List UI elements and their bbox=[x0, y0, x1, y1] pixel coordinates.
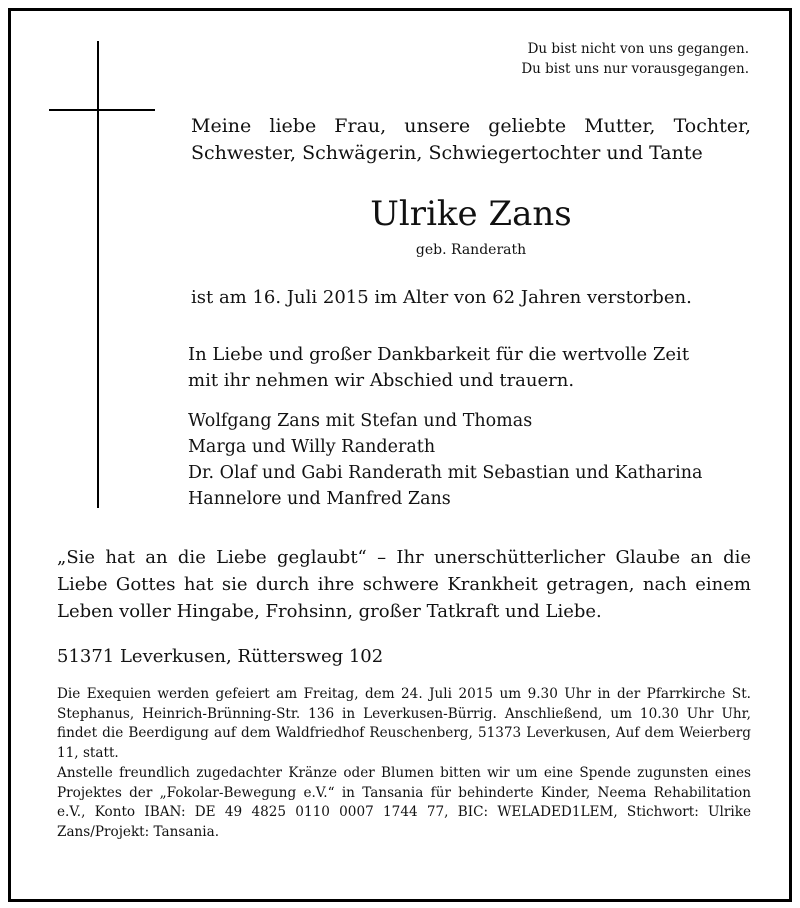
mourner-item: Hannelore und Manfred Zans bbox=[188, 489, 451, 509]
mourner-item: Marga und Willy Randerath bbox=[188, 437, 436, 457]
obituary-notice bbox=[8, 8, 792, 902]
mourners-list bbox=[188, 408, 753, 512]
farewell-line-1: In Liebe und großer Dankbarkeit für die wertvolle Zeit bbox=[188, 344, 690, 365]
mourner-item: Wolfgang Zans mit Stefan und Thomas bbox=[188, 411, 533, 431]
intro-text: Meine liebe Frau, unsere geliebte Mutter, Tochter, Schwester, Schwägerin, Schwiegertochter und Tante bbox=[191, 115, 751, 164]
birth-name: geb. Randerath bbox=[415, 242, 527, 258]
cross-icon-horizontal-bar bbox=[49, 109, 155, 111]
donation-paragraph: Anstelle freundlich zugedachter Kränze oder Blumen bitten wir um eine Spende zugunsten eines Projektes der „Fokolar-Bewegung e.V.“ in Tansania für behinderte Kinder, Neema Rehabilitation e.V., Konto IBAN: DE 49 4825 0110 0007 1744 77, BIC: WELADED1LEM, Stichwort: Ulrike Zans/Projekt: Tansania. bbox=[57, 764, 751, 840]
death-statement: ist am 16. Juli 2015 im Alter von 62 Jahren verstorben. bbox=[191, 287, 692, 308]
cross-icon-vertical-bar bbox=[97, 41, 99, 508]
quote-text: „Sie hat an die Liebe geglaubt“ – Ihr unerschütterlicher Glaube an die Liebe Gottes hat sie durch ihre schwere Krankheit getragen, nach einem Leben voller Hingabe, Frohsinn, großer Tatkraft und Liebe. bbox=[57, 547, 751, 622]
funeral-service-paragraph: Die Exequien werden gefeiert am Freitag, dem 24. Juli 2015 um 9.30 Uhr in der Pfarrkirche St. Stephanus, Heinrich-Brünning-Str. 136 in Leverkusen-Bürrig. Anschließend, um 10.30 Uhr Uhr, findet die Beerdigung auf dem Waldfriedhof Reuschenberg, 51373 Leverkusen, Auf dem Weierberg 11, statt. bbox=[57, 686, 751, 762]
address: 51371 Leverkusen, Rüttersweg 102 bbox=[57, 646, 384, 667]
farewell-line-2: mit ihr nehmen wir Abschied und trauern. bbox=[188, 370, 575, 391]
mourner-item: Dr. Olaf und Gabi Randerath mit Sebastian und Katharina bbox=[188, 463, 703, 483]
motto-line-2: Du bist uns nur vorausgegangen. bbox=[521, 61, 749, 77]
motto-line-1: Du bist nicht von uns gegangen. bbox=[527, 41, 749, 57]
farewell-text bbox=[188, 342, 748, 394]
motto bbox=[441, 39, 749, 79]
deceased-name: Ulrike Zans bbox=[370, 194, 572, 234]
service-details bbox=[57, 685, 751, 843]
